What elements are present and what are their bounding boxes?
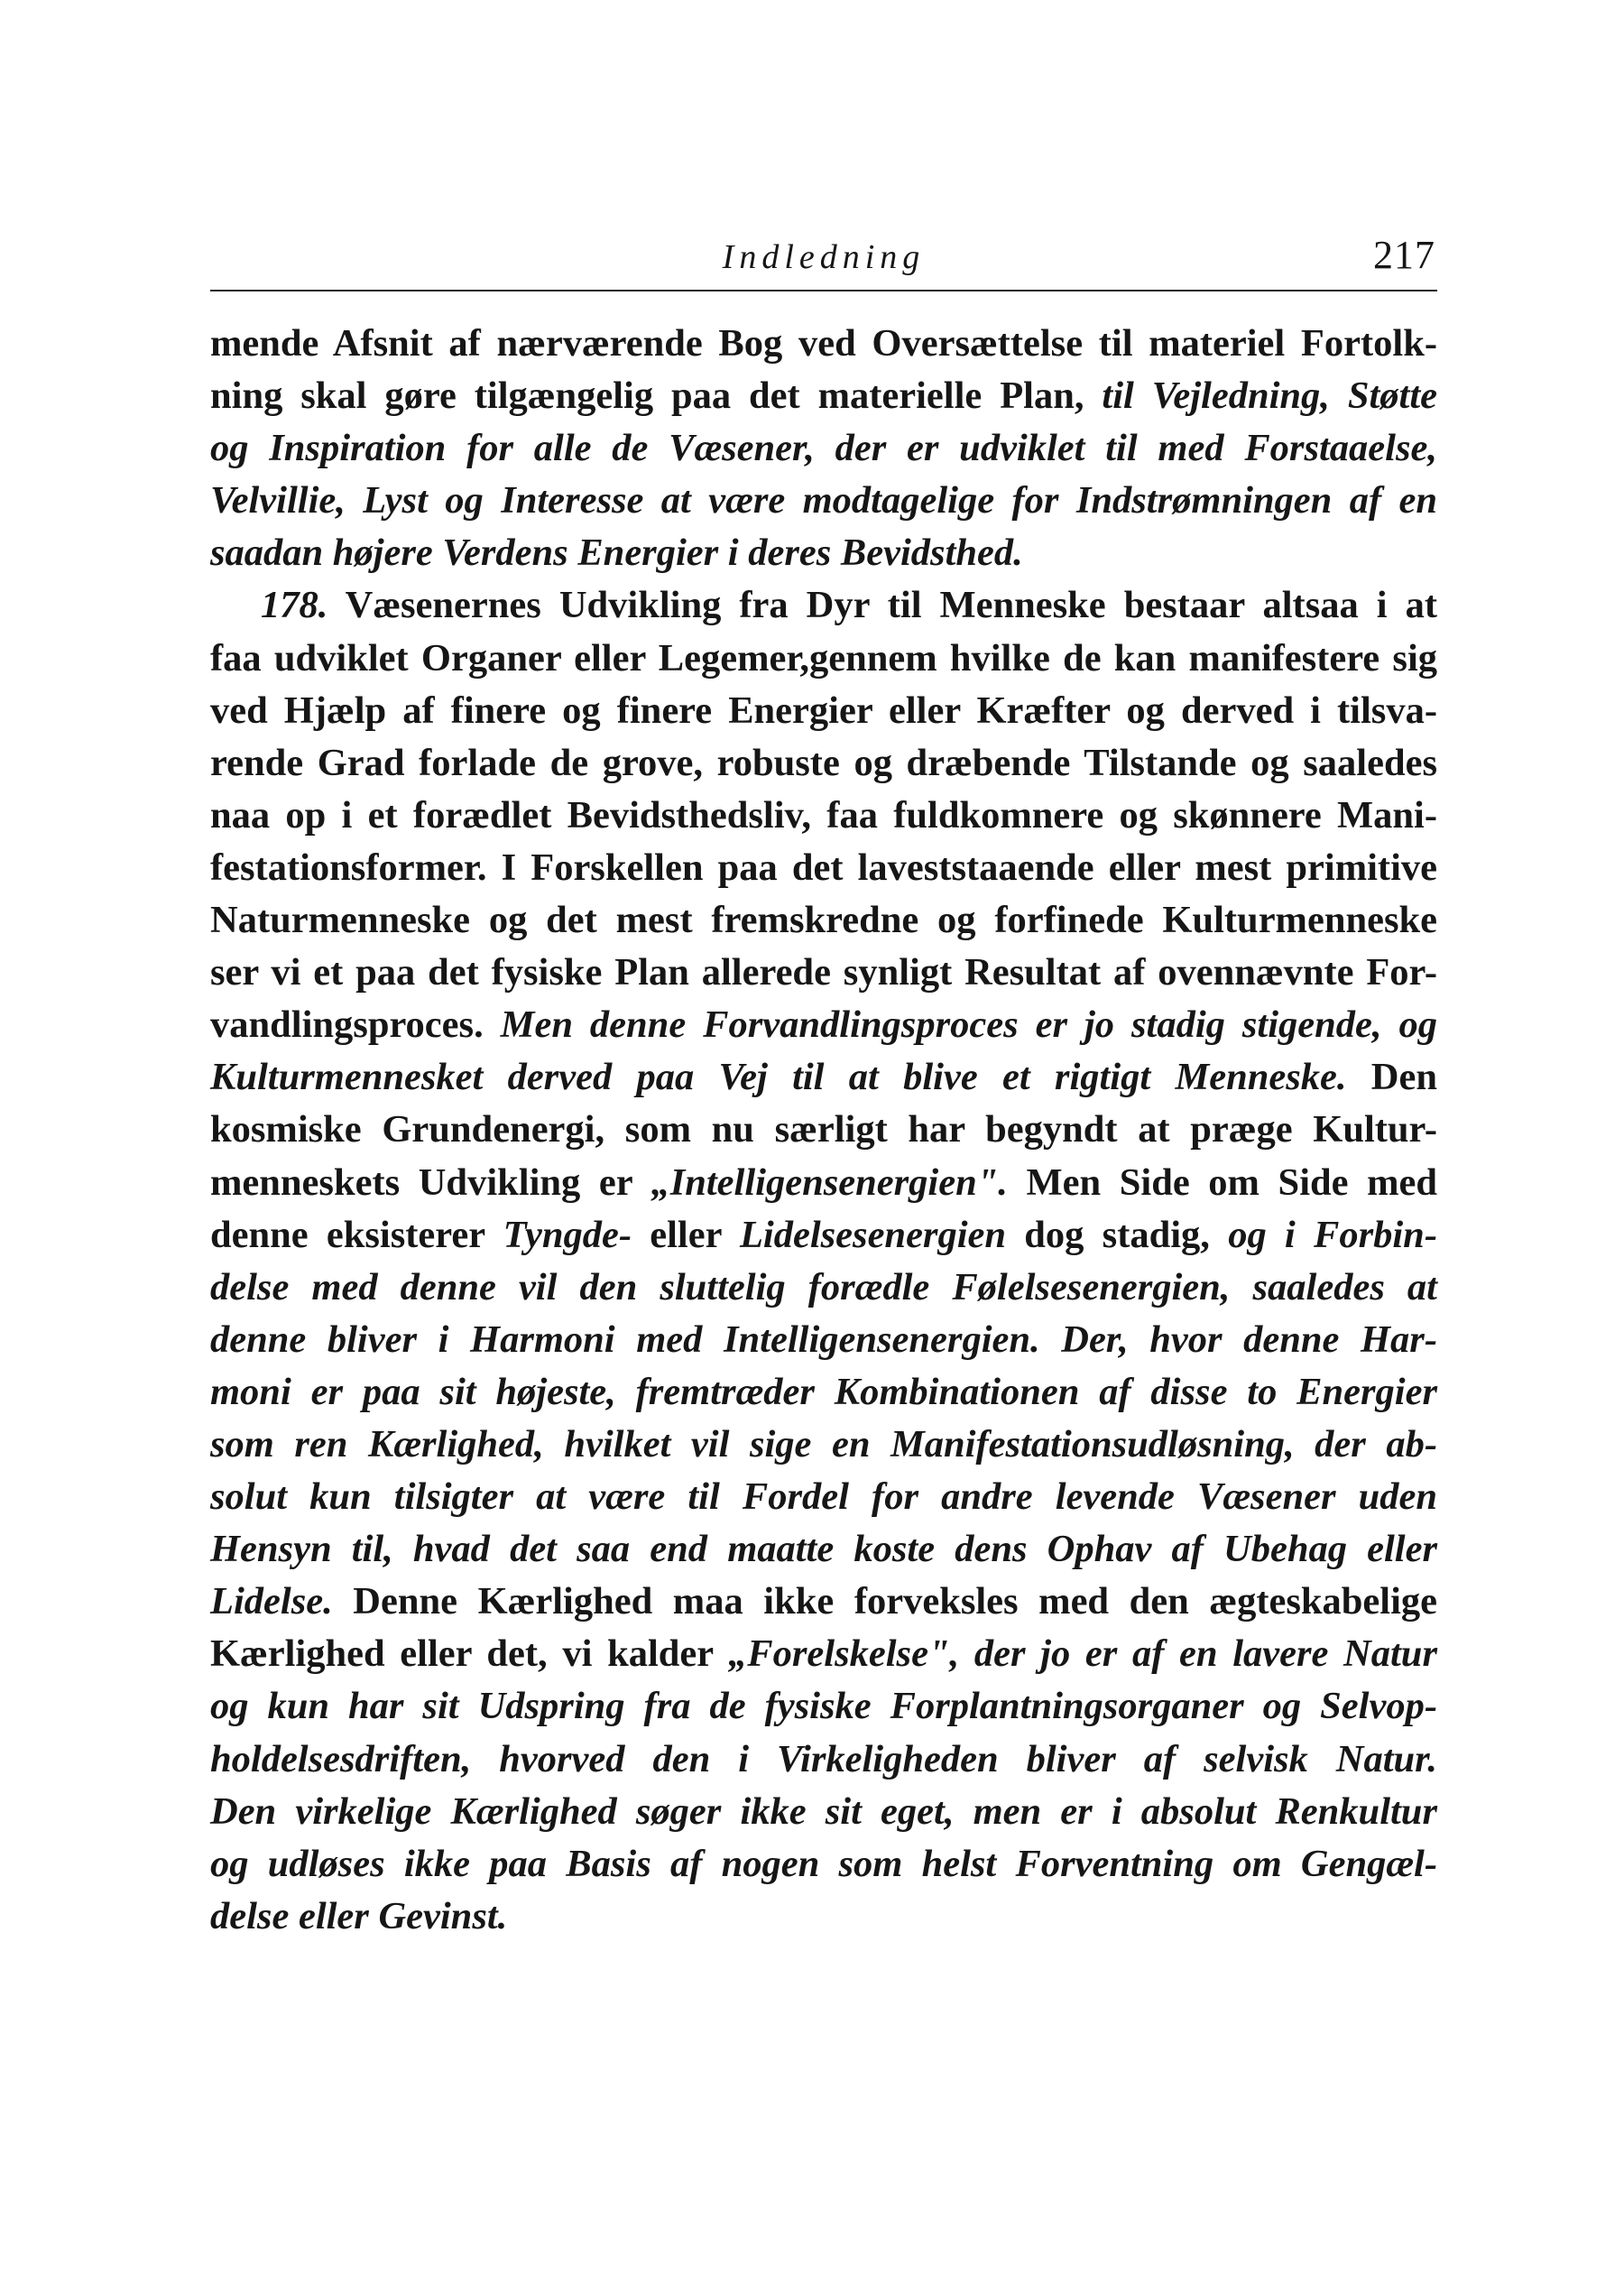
text-line [210,422,1437,475]
italic-run: holdelsesdriften, hvorved den i Virkeligheden bliver af selvisk Natur. [210,1737,1437,1780]
italic-run: „Forelskelse", der jo er af en lavere Natur [728,1632,1437,1676]
text-line [210,1262,1437,1314]
text-line [210,1104,1437,1156]
italic-run: saadan højere Verdens Energier i deres Bevidsthed. [210,532,1023,575]
text-line [210,1576,1437,1628]
text-line [210,1366,1437,1419]
text-line [210,318,1437,370]
text-run: faa udviklet Organer eller Legemer,gennem hvilke de kan manifestere sig [210,636,1437,680]
running-head: Indledning [722,238,926,276]
italic-run: moni er paa sit højeste, fremtræder Kombinationen af disse to Energier [210,1370,1437,1413]
text-run: vandlingsproces. [210,1003,501,1047]
italic-run: Tyngde- [503,1213,632,1256]
body-text [210,318,1437,1943]
italic-run: og udløses ikke paa Basis af nogen som helst Forventning om Gengæl- [210,1842,1437,1885]
text-line [210,1891,1437,1943]
italic-run: til Vejledning, Støtte [1102,374,1437,418]
text-run: ser vi et paa det fysiske Plan allerede synligt Resultat af ovennævnte For- [210,951,1437,994]
text-line [210,685,1437,737]
text-run: kosmiske Grundenergi, som nu særligt har begyndt at præge Kultur- [210,1108,1437,1151]
text-line [210,527,1437,579]
text-line [210,1734,1437,1786]
text-line [210,842,1437,894]
text-run: ved Hjælp af finere og finere Energier eller Kræfter og derved i tilsva- [210,689,1437,732]
text-line [210,1051,1437,1104]
text-line [210,947,1437,999]
italic-run: delse eller Gevinst. [210,1894,508,1937]
text-run: Væsenernes Udvikling fra Dyr til Menneske bestaar altsaa i at [328,584,1437,627]
page-number: 217 [1373,233,1435,277]
text-line [210,999,1437,1051]
text-line [210,1628,1437,1680]
italic-run: „Intelligensenergien". [651,1160,1008,1204]
text-line [210,1209,1437,1262]
text-line [210,633,1437,685]
italic-run: 178. [261,584,328,627]
italic-run: og i Forbin- [1228,1213,1437,1256]
text-run: denne eksisterer [210,1213,503,1256]
page-header [210,230,1437,291]
text-run: ning skal gøre tilgængelig paa det materielle Plan, [210,374,1103,418]
text-run: Naturmenneske og det mest fremskredne og forfinede Kulturmenneske [210,899,1437,942]
text-line [210,579,1437,632]
text-run: rende Grad forlade de grove, robuste og dræbende Tilstande og saaledes [210,741,1437,784]
italic-run: solut kun tilsigter at være til Fordel for andre levende Væsener uden [210,1475,1437,1519]
italic-run: Kulturmennesket derved paa Vej til at blive et rigtigt Menneske. [210,1056,1347,1099]
italic-run: delse med denne vil den sluttelig forædle Følelsesenergien, saaledes at [210,1265,1437,1308]
italic-run: Lidelsesenergien [739,1213,1007,1256]
text-run: menneskets Udvikling er [210,1160,651,1204]
text-line [210,737,1437,790]
text-line [210,1680,1437,1733]
text-run: naa op i et forædlet Bevidsthedsliv, faa fuldkomnere og skønnere Mani- [210,793,1437,837]
text-line [210,1314,1437,1366]
italic-run: Den virkelige Kærlighed søger ikke sit eget, men er i absolut Renkultur [210,1789,1437,1833]
text-run: Den [1346,1056,1437,1099]
text-run: mende Afsnit af nærværende Bog ved Oversættelse til materiel Fortolk- [210,322,1437,365]
text-line [210,370,1437,422]
text-line [210,1786,1437,1838]
text-line [210,1523,1437,1576]
italic-run: denne bliver i Harmoni med Intelligensenergien. Der, hvor denne Har- [210,1318,1437,1361]
text-line [210,475,1437,527]
italic-run: Hensyn til, hvad det saa end maatte koste dens Ophav af Ubehag eller [210,1528,1437,1571]
text-line [210,1838,1437,1891]
italic-run: og Inspiration for alle de Væsener, der er udviklet til med Forstaaelse, [210,427,1437,470]
text-run: dog stadig, [1006,1213,1229,1256]
text-run: Denne Kærlighed maa ikke forveksles med den ægteskabelige [332,1580,1437,1623]
text-run: festationsformer. I Forskellen paa det laveststaaende eller mest primitive [210,846,1437,889]
text-line [210,894,1437,947]
text-line [210,1471,1437,1523]
italic-run: Velvillie, Lyst og Interesse at være modtagelige for Indstrømningen af en [210,479,1437,522]
text-line [210,1419,1437,1471]
text-run: Kærlighed eller det, vi kalder [210,1632,729,1676]
text-run: eller [632,1213,740,1256]
italic-run: Lidelse. [210,1580,333,1623]
italic-run: og kun har sit Udspring fra de fysiske Forplantningsorganer og Selvop- [210,1685,1437,1728]
text-line [210,790,1437,842]
italic-run: Men denne Forvandlingsproces er jo stadig stigende, og [500,1003,1437,1047]
text-line [210,1157,1437,1209]
text-run: Men Side om Side med [1007,1160,1438,1204]
italic-run: som ren Kærlighed, hvilket vil sige en Manifestationsudløsning, der ab- [210,1422,1437,1465]
